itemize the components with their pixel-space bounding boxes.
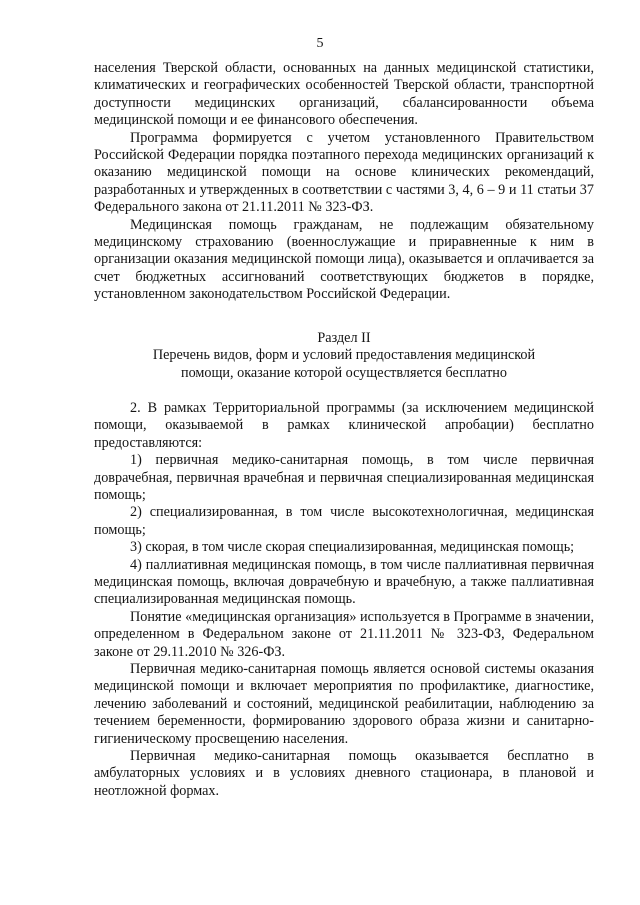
paragraph-primary-care-basis: Первичная медико-санитарная помощь является основой системы оказания медицинской помощи и включает мероприятия по профилактике, диагностике, лечению заболеваний и состояний, медицинской реабилитации, наблюдению за течением беременности, формированию здорового образа жизни и санитарно-гигиеническому просвещению населения.	[94, 661, 594, 747]
paragraph-medical-organization-definition: Понятие «медицинская организация» используется в Программе в значении, определенном в Федеральном законе от 21.11.2011 № 323-ФЗ, Федеральном законе от 29.11.2010 № 326-ФЗ.	[94, 608, 594, 660]
list-item-palliative-care: 4) паллиативная медицинская помощь, в том числе паллиативная первичная медицинская помощь, включая доврачебную и врачебную, а также паллиативная специализированная медицинская помощь.	[94, 556, 594, 608]
list-item-specialized-care: 2) специализированная, в том числе высокотехнологичная, медицинская помощь;	[94, 504, 594, 538]
section-subtitle-line-1: Перечень видов, форм и условий предоставления медицинской	[152, 347, 536, 364]
paragraph-program-formation: Программа формируется с учетом установленного Правительством Российской Федерации порядка поэтапного перехода медицинских организаций к оказанию медицинской помощи на основе клинических рекомендаций, разработанных и утвержденных в соответствии с частями 3, 4, 6 – 9 и 11 статьи 37 Федерального закона от 21.11.2011 № 323-ФЗ.	[94, 129, 594, 216]
section-spacer	[94, 382, 594, 400]
paragraph-primary-care-conditions: Первичная медико-санитарная помощь оказывается бесплатно в амбулаторных условиях и в условиях дневного стационара, в плановой и неотложной формах.	[94, 748, 594, 799]
document-body	[94, 60, 594, 800]
paragraph-uninsured-care: Медицинская помощь гражданам, не подлежащим обязательному медицинскому страхованию (военнослужащие и приравненные к ним в организации оказания медицинской помощи лица), оказывается и оплачивается за счет бюджетных ассигнований соответствующих бюджетов в порядке, установленном законодательством Российской Федерации.	[94, 216, 594, 303]
page-number: 5	[316, 36, 324, 51]
paragraph-continued: населения Тверской области, основанных на данных медицинской статистики, климатических и географических особенностей Тверской области, транспортной доступности медицинских организаций, сбалансированности объема медицинской помощи и ее финансового обеспечения.	[94, 60, 594, 129]
list-item-emergency-care: 3) скорая, в том числе скорая специализированная, медицинская помощь;	[130, 539, 575, 556]
section-title: Раздел II	[317, 329, 371, 346]
section-spacer	[94, 304, 594, 330]
paragraph-free-care-intro: 2. В рамках Территориальной программы (за исключением медицинской помощи, оказываемой в рамках клинической апробации) бесплатно предоставляются:	[94, 399, 594, 451]
section-subtitle-line-2: помощи, оказание которой осуществляется бесплатно	[181, 364, 507, 381]
list-item-primary-care: 1) первичная медико-санитарная помощь, в том числе первичная доврачебная, первичная врачебная и первичная специализированная медицинская помощь;	[94, 452, 594, 503]
